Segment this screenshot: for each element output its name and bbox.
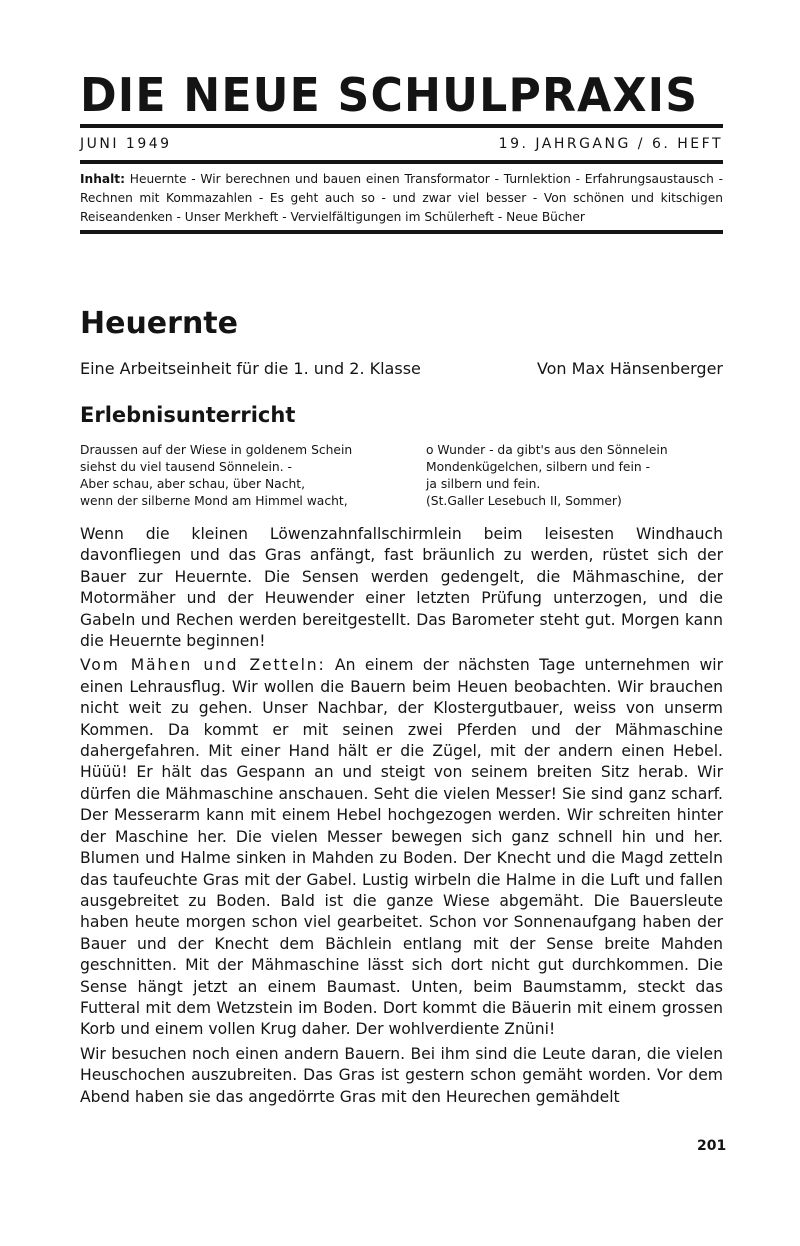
paragraph: Wir besuchen noch einen andern Bauern. Bei ihm sind die Leute daran, die vielen Heuschochen auszubreiten. Das Gras ist gestern schon gemäht worden. Vor dem Abend haben sie das angedörrte Gras mit den Heurechen gemähdelt: [80, 1044, 723, 1106]
journal-masthead: DIE NEUE SCHULPRAXIS: [80, 68, 699, 122]
poem-left-column: [80, 442, 400, 510]
paragraph: Wenn die kleinen Löwenzahnfallschirmlein beim leisesten Windhauch davonfliegen und das Gras anfängt, fast bräunlich zu werden, rüstet sich der Bauer zur Heuernte. Die Sensen werden gedengelt, die Mähmaschine, der Motormäher und der Heuwender einer letzten Prüfung unterzogen, und die Gabeln und Rechen werden bereitgestellt. Das Barometer steht gut. Morgen kann die Heuernte beginnen!: [80, 525, 723, 651]
issue-date: JUNI 1949: [80, 136, 172, 152]
issue-volume: 19. JAHRGANG / 6. HEFT: [498, 136, 723, 152]
article-body: [80, 524, 723, 1111]
article-title: Heuernte: [80, 306, 238, 341]
article-subtitle: Eine Arbeitseinheit für die 1. und 2. Klasse: [80, 359, 421, 378]
poem-line: Mondenkügelchen, silbern und fein -: [426, 460, 651, 474]
poem-line: Draussen auf der Wiese in goldenem Schein: [80, 443, 353, 457]
poem-source: (St.Galler Lesebuch II, Sommer): [426, 494, 622, 508]
paragraph: [80, 655, 723, 1040]
poem-line: o Wunder - da gibt's aus den Sönnelein: [426, 443, 668, 457]
contents-label: Inhalt:: [80, 172, 125, 186]
masthead-rule: [80, 124, 723, 128]
poem-line: ja silbern und fein.: [426, 477, 541, 491]
poem-line: wenn der silberne Mond am Himmel wacht,: [80, 494, 348, 508]
page-number: 201: [697, 1138, 727, 1154]
poem-line: Aber schau, aber schau, über Nacht,: [80, 477, 305, 491]
paragraph-lead: Vom Mähen und Zetteln:: [80, 656, 326, 675]
contents-text: Heuernte - Wir berechnen und bauen einen Transformator - Turnlektion - Erfahrungsaustausch - Rechnen mit Kommazahlen - Es geht auch so - und zwar viel besser - Von schönen und kitschigen Reiseandenken - Unser Merkheft - Vervielfältigungen im Schülerheft - Neue Bücher: [80, 172, 723, 224]
paragraph-text: An einem der nächsten Tage unternehmen wir einen Lehrausflug. Wir wollen die Bauern beim Heuen beobachten. Wir brauchen nicht weit zu gehen. Unser Nachbar, der Klostergutbauer, weiss von unserm Kommen. Da kommt er mit seinen zwei Pferden und der Mähmaschine dahergefahren. Mit einer Hand hält er die Zügel, mit der andern einen Hebel. Hüüü! Er hält das Gespann an und steigt von seinem breiten Sitz herab. Wir dürfen die Mähmaschine anschauen. Seht die vielen Messer! Sie sind ganz scharf. Der Messerarm kann mit einem Hebel hochgezogen werden. Wir schreiten hinter der Maschine her. Die vielen Messer bewegen sich ganz schnell hin und her. Blumen und Halme sinken in Mahden zu Boden. Der Knecht und die Magd zetteln das taufeuchte Gras mit der Gabel. Lustig wirbeln die Halme in die Luft und fallen ausgebreitet zu Boden. Bald ist die ganze Wiese abgemäht. Die Bauersleute haben heute morgen schon viel gearbeitet. Schon vor Sonnenaufgang haben der Bauer und der Knecht dem Bächlein entlang mit der Sense breite Mahden geschnitten. Mit der Mähmaschine lässt sich dort nicht gut durchkommen. Die Sense hängt jetzt an einem Baumast. Unten, beim Baumstamm, steckt das Futteral mit dem Wetzstein im Boden. Dort kommt die Bäuerin mit einem grossen Korb und einem vollen Krug daher. Der wohlverdiente Znüni!: [80, 656, 723, 1039]
poem-line: siehst du viel tausend Sönnelein. -: [80, 460, 292, 474]
section-heading: Erlebnisunterricht: [80, 403, 296, 427]
article-author: Von Max Hänsenberger: [536, 359, 723, 378]
poem-right-column: [426, 442, 746, 510]
journal-page: [80, 0, 727, 1246]
table-of-contents: [80, 170, 723, 227]
issue-line: [80, 136, 723, 156]
contents-bottom-rule: [80, 230, 723, 234]
contents-top-rule: [80, 160, 723, 164]
